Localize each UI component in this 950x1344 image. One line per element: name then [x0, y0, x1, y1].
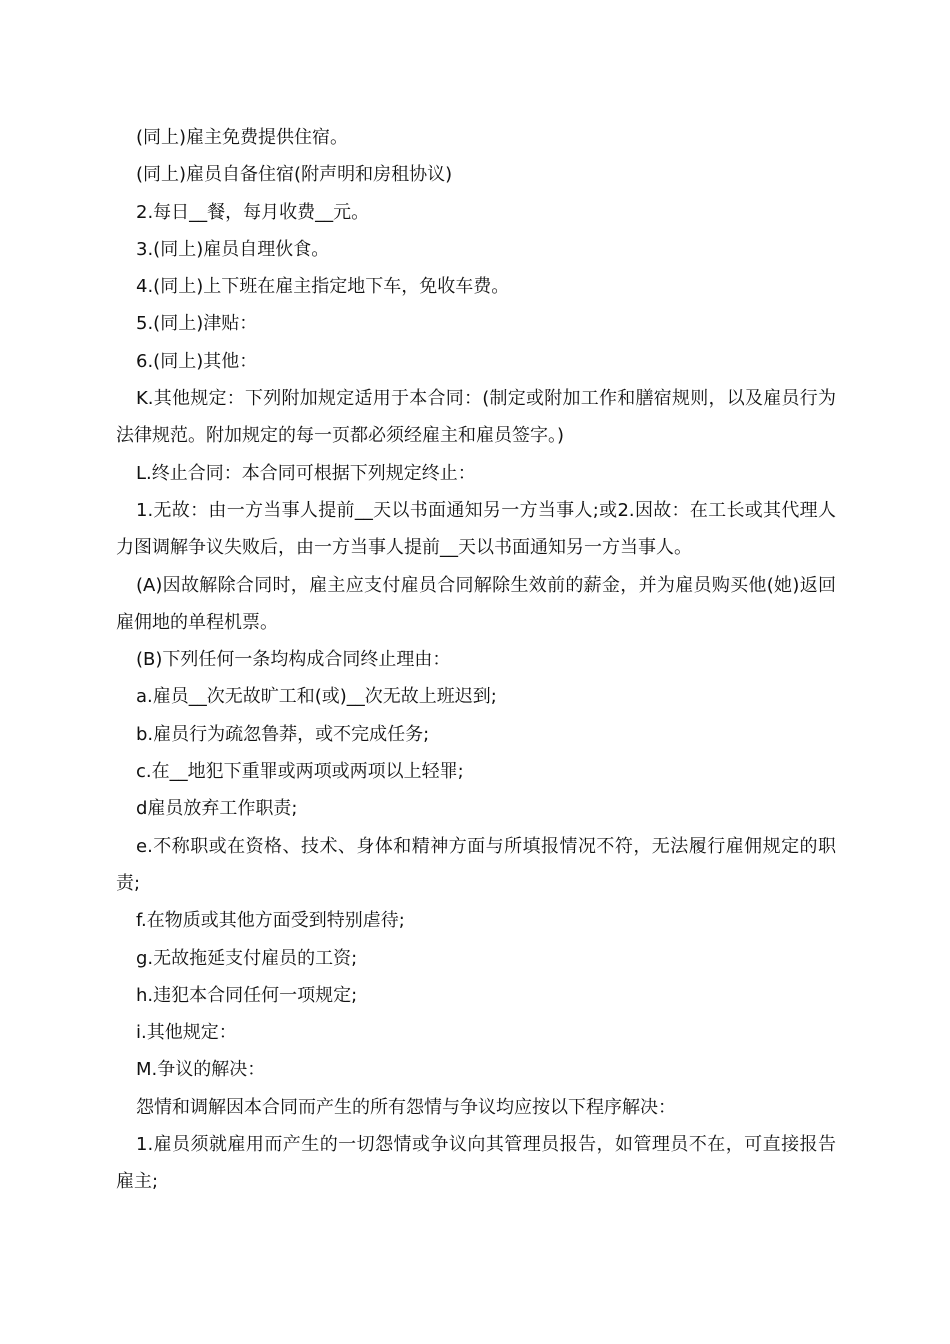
- paragraph: e.不称职或在资格、技术、身体和精神方面与所填报情况不符，无法履行雇佣规定的职责;: [116, 835, 836, 894]
- paragraph: f.在物质或其他方面受到特别虐待;: [136, 910, 405, 932]
- paragraph: M.争议的解决：: [136, 1059, 266, 1081]
- paragraph: K.其他规定：下列附加规定适用于本合同：(制定或附加工作和膳宿规则，以及雇员行为法律规范。附加规定的每一页都必须经雇主和雇员签字。): [116, 388, 836, 447]
- paragraph: b.雇员行为疏忽鲁莽，或不完成任务;: [136, 723, 430, 745]
- paragraph: h.违犯本合同任何一项规定;: [136, 984, 358, 1006]
- paragraph: i.其他规定：: [136, 1022, 237, 1044]
- document-body: [116, 119, 836, 1201]
- paragraph: d雇员放弃工作职责;: [136, 798, 298, 820]
- paragraph: (同上)雇员自备住宿(附声明和房租协议): [136, 164, 453, 186]
- paragraph: 2.每日__餐，每月收费__元。: [136, 201, 370, 223]
- paragraph: 1.无故：由一方当事人提前__天以书面通知另一方当事人;或2.因故：在工长或其代理人力图调解争议失败后，由一方当事人提前__天以书面通知另一方当事人。: [116, 499, 836, 559]
- paragraph: a.雇员__次无故旷工和(或)__次无故上班迟到;: [136, 686, 497, 708]
- paragraph: 5.(同上)津贴：: [136, 313, 258, 335]
- paragraph: (B)下列任何一条均构成合同终止理由：: [136, 649, 451, 671]
- paragraph: (同上)雇主免费提供住宿。: [136, 127, 349, 148]
- paragraph: 6.(同上)其他：: [136, 350, 258, 372]
- paragraph: L.终止合同：本合同可根据下列规定终止：: [136, 462, 476, 484]
- paragraph: 3.(同上)雇员自理伙食。: [136, 238, 330, 260]
- paragraph: g.无故拖延支付雇员的工资;: [136, 947, 358, 969]
- paragraph: 1.雇员须就雇用而产生的一切怨情或争议向其管理员报告，如管理员不在，可直接报告雇主;: [116, 1134, 836, 1193]
- paragraph: c.在__地犯下重罪或两项或两项以上轻罪;: [136, 761, 464, 783]
- paragraph: (A)因故解除合同时，雇主应支付雇员合同解除生效前的薪金，并为雇员购买他(她)返回雇佣地的单程机票。: [116, 574, 836, 633]
- paragraph: 怨情和调解因本合同而产生的所有怨情与争议均应按以下程序解决：: [136, 1096, 676, 1118]
- paragraph: 4.(同上)上下班在雇主指定地下车，免收车费。: [136, 276, 510, 298]
